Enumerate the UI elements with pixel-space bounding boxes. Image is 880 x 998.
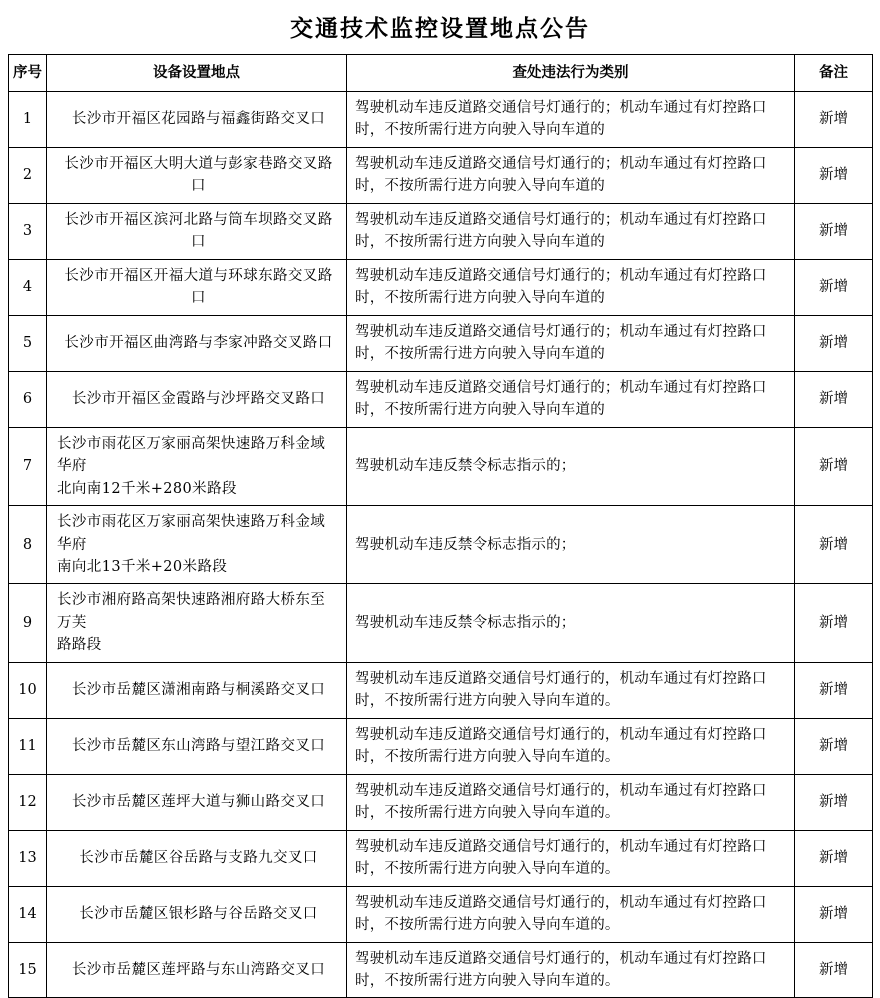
cell-location [47,371,347,427]
location-line: 南向北13千米+20米路段 [57,558,228,575]
table-row [9,942,873,998]
violation-type-line: 驾驶机动车违反道路交通信号灯通行的，机动车通过有灯控路口 [355,838,767,855]
violation-type-line: 驾驶机动车违反道路交通信号灯通行的，机动车通过有灯控路口 [355,894,767,911]
cell-remark: 新增 [795,427,873,505]
cell-location [47,506,347,584]
violation-type-line: 时，不按所需行进方向驶入导向车道的。 [355,805,620,822]
cell-no: 13 [9,830,47,886]
location-line: 长沙市开福区大明大道与彭家巷路交叉路口 [64,155,333,195]
cell-location [47,203,347,259]
cell-violation-type [347,371,795,427]
cell-location [47,584,347,662]
location-line: 长沙市雨花区万家丽高架快速路万科金域华府 [57,435,326,475]
cell-location [47,718,347,774]
table-row [9,371,873,427]
cell-violation-type [347,427,795,505]
cell-location [47,662,347,718]
location-line: 长沙市开福区开福大道与环球东路交叉路口 [64,267,333,307]
cell-violation-type [347,315,795,371]
cell-location [47,259,347,315]
cell-violation-type [347,259,795,315]
cell-violation-type [347,92,795,148]
location-line: 长沙市开福区曲湾路与李家冲路交叉路口 [64,334,333,351]
table-header [9,55,873,92]
table-row [9,662,873,718]
cell-no: 11 [9,718,47,774]
table-body [9,92,873,998]
location-line: 北向南12千米+280米路段 [57,480,237,497]
violation-type-line: 驾驶机动车违反道路交通信号灯通行的；机动车通过有灯控路口 [355,100,767,116]
cell-violation-type [347,147,795,203]
table-row [9,203,873,259]
table-row [9,886,873,942]
location-line: 长沙市岳麓区谷岳路与支路九交叉口 [79,849,318,866]
cell-no: 7 [9,427,47,505]
cell-no: 9 [9,584,47,662]
violation-type-line: 驾驶机动车违反道路交通信号灯通行的；机动车通过有灯控路口 [355,379,767,396]
violation-type-line: 驾驶机动车违反禁令标志指示的； [355,458,576,475]
cell-violation-type [347,886,795,942]
location-line: 长沙市岳麓区银杉路与谷岳路交叉口 [79,905,318,922]
table-row [9,830,873,886]
table-row [9,427,873,505]
cell-location [47,315,347,371]
violation-type-line: 驾驶机动车违反道路交通信号灯通行的，机动车通过有灯控路口 [355,726,767,743]
violation-type-line: 驾驶机动车违反道路交通信号灯通行的；机动车通过有灯控路口 [355,211,767,228]
cell-remark: 新增 [795,506,873,584]
cell-violation-type [347,830,795,886]
cell-remark: 新增 [795,886,873,942]
column-header-location: 设备设置地点 [47,55,347,92]
cell-location [47,886,347,942]
cell-no: 6 [9,371,47,427]
violation-type-line: 时，不按所需行进方向驶入导向车道的。 [355,861,620,878]
cell-location [47,774,347,830]
column-header-remark: 备注 [795,55,873,92]
location-line: 长沙市岳麓区莲坪大道与狮山路交叉口 [71,793,326,810]
cell-no: 4 [9,259,47,315]
cell-remark: 新增 [795,774,873,830]
violation-type-line: 时，不按所需行进方向驶入导向车道的 [355,178,605,195]
violation-type-line: 驾驶机动车违反道路交通信号灯通行的，机动车通过有灯控路口 [355,782,767,799]
cell-violation-type [347,718,795,774]
cell-remark: 新增 [795,662,873,718]
cell-no: 14 [9,886,47,942]
violation-type-line: 驾驶机动车违反道路交通信号灯通行的，机动车通过有灯控路口 [355,670,767,687]
violation-type-line: 时，不按所需行进方向驶入导向车道的。 [355,973,620,989]
cell-remark: 新增 [795,315,873,371]
location-line: 长沙市开福区金霞路与沙坪路交叉路口 [71,390,326,407]
column-header-no: 序号 [9,55,47,92]
monitoring-locations-table [8,54,873,998]
violation-type-line: 驾驶机动车违反道路交通信号灯通行的；机动车通过有灯控路口 [355,323,767,340]
violation-type-line: 时，不按所需行进方向驶入导向车道的。 [355,917,620,934]
violation-type-line: 驾驶机动车违反道路交通信号灯通行的，机动车通过有灯控路口 [355,950,767,967]
location-line: 长沙市岳麓区莲坪路与东山湾路交叉口 [71,961,326,978]
violation-type-line: 驾驶机动车违反禁令标志指示的； [355,614,576,631]
cell-remark: 新增 [795,147,873,203]
violation-type-line: 驾驶机动车违反禁令标志指示的； [355,536,576,553]
cell-location [47,92,347,148]
table-header-row [9,55,873,92]
location-line: 长沙市湘府路高架快速路湘府路大桥东至万芙 [57,592,326,631]
cell-remark: 新增 [795,203,873,259]
table-row [9,774,873,830]
violation-type-line: 驾驶机动车违反道路交通信号灯通行的；机动车通过有灯控路口 [355,267,767,284]
cell-no: 1 [9,92,47,148]
cell-violation-type [347,203,795,259]
violation-type-line: 时，不按所需行进方向驶入导向车道的 [355,402,605,419]
location-line: 长沙市开福区花园路与福鑫街路交叉口 [71,111,326,128]
cell-remark: 新增 [795,259,873,315]
cell-remark: 新增 [795,718,873,774]
violation-type-line: 时，不按所需行进方向驶入导向车道的。 [355,693,620,710]
violation-type-line: 驾驶机动车违反道路交通信号灯通行的；机动车通过有灯控路口 [355,155,767,172]
violation-type-line: 时，不按所需行进方向驶入导向车道的 [355,122,605,139]
table-row [9,259,873,315]
cell-violation-type [347,506,795,584]
cell-no: 5 [9,315,47,371]
location-line: 长沙市岳麓区潇湘南路与桐溪路交叉口 [71,682,326,699]
table-row [9,147,873,203]
cell-remark: 新增 [795,942,873,998]
cell-remark: 新增 [795,830,873,886]
cell-violation-type [347,584,795,662]
cell-no: 15 [9,942,47,998]
cell-location [47,147,347,203]
violation-type-line: 时，不按所需行进方向驶入导向车道的 [355,290,605,307]
cell-no: 2 [9,147,47,203]
location-line: 长沙市岳麓区东山湾路与望江路交叉口 [71,738,326,755]
cell-no: 12 [9,774,47,830]
cell-remark: 新增 [795,92,873,148]
violation-type-line: 时，不按所需行进方向驶入导向车道的 [355,234,605,251]
location-line: 长沙市开福区滨河北路与筒车坝路交叉路口 [64,211,333,251]
violation-type-line: 时，不按所需行进方向驶入导向车道的 [355,346,605,363]
table-row [9,584,873,662]
cell-location [47,427,347,505]
cell-violation-type [347,774,795,830]
cell-no: 3 [9,203,47,259]
location-line: 路路段 [57,637,102,654]
cell-remark: 新增 [795,371,873,427]
cell-location [47,830,347,886]
cell-no: 8 [9,506,47,584]
column-header-violation-type: 查处违法行为类别 [347,55,795,92]
page-title: 交通技术监控设置地点公告 [290,15,590,42]
cell-location [47,942,347,998]
cell-remark: 新增 [795,584,873,662]
cell-violation-type [347,662,795,718]
location-line: 长沙市雨花区万家丽高架快速路万科金域华府 [57,514,326,553]
table-row [9,718,873,774]
table-row [9,506,873,584]
cell-no: 10 [9,662,47,718]
cell-violation-type [347,942,795,998]
table-row [9,92,873,148]
violation-type-line: 时，不按所需行进方向驶入导向车道的。 [355,749,620,766]
table-row [9,315,873,371]
